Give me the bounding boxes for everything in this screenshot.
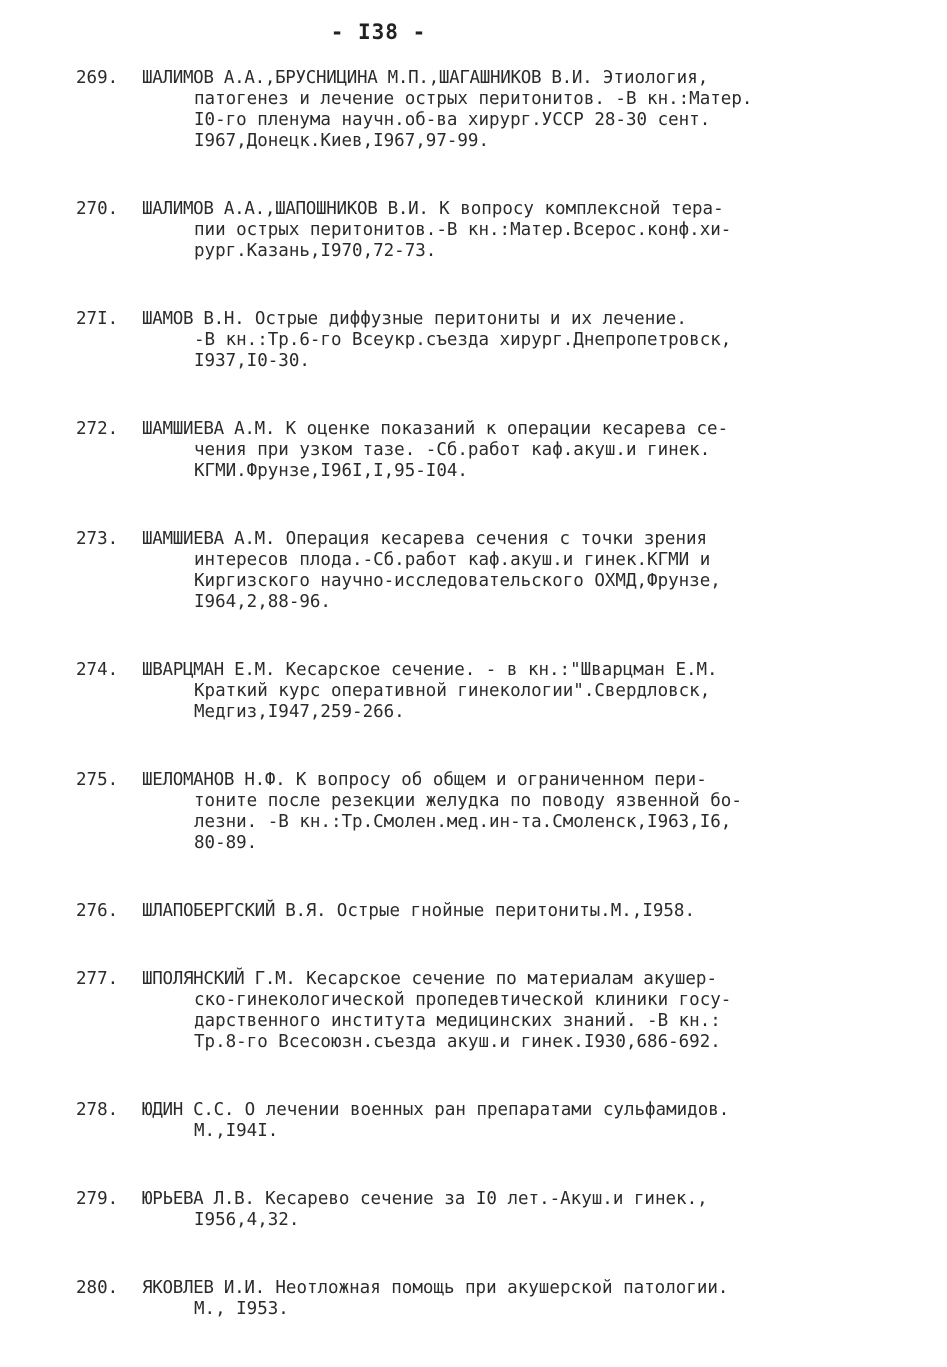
bibliography-entry <box>76 529 896 613</box>
entry-line: лезни. -В кн.:Тр.Смолен.мед.ин-та.Смоленск,I963,I6, <box>194 812 732 832</box>
entry-author: ШАМШИЕВА А.М. <box>142 529 276 549</box>
entry-number: 279. <box>76 1189 119 1209</box>
entry-line: I0-го пленума научн.об-ва хирург.УССР 28-30 сент. <box>194 110 711 130</box>
entry-line: Краткий курс оперативной гинекологии".Свердловск, <box>194 681 711 701</box>
bibliography-entry <box>76 199 896 262</box>
entry-line: Острые диффузные перитониты и их лечение. <box>244 309 687 329</box>
entry-author: ШАМШИЕВА А.М. <box>142 419 276 439</box>
entry-text <box>142 660 896 723</box>
entry-text <box>142 529 896 613</box>
bibliography-entry <box>76 969 896 1053</box>
entry-line: К оценке показаний к операции кесарева се- <box>275 419 729 439</box>
bibliography-entry <box>76 419 896 482</box>
entry-number: 27I. <box>76 309 119 329</box>
entry-number: 277. <box>76 969 119 989</box>
entry-number: 274. <box>76 660 119 680</box>
entry-line: пии острых перитонитов.-В кн.:Матер.Всерос.конф.хи- <box>194 220 732 240</box>
entry-line: Острые гнойные перитониты.М.,I958. <box>326 901 696 921</box>
entry-number: 278. <box>76 1100 119 1120</box>
entry-line: -В кн.:Тр.6-го Всеукр.съезда хирург.Днепропетровск, <box>194 330 732 350</box>
entry-text <box>142 1278 896 1320</box>
entry-author: ЮДИН С.С. <box>142 1100 235 1120</box>
entry-number: 272. <box>76 419 119 439</box>
entry-line: Тр.8-го Всесоюзн.съезда акуш.и гинек.I930,686-692. <box>194 1032 721 1052</box>
entry-number: 280. <box>76 1278 119 1298</box>
entry-line: Кесарское сечение. - в кн.:"Шварцман Е.М. <box>275 660 718 680</box>
entry-number: 270. <box>76 199 119 219</box>
entry-text <box>142 199 896 262</box>
entry-number: 273. <box>76 529 119 549</box>
entry-author: ШЕЛОМАНОВ Н.Ф. <box>142 770 286 790</box>
entry-line: К вопросу об общем и ограниченном пери- <box>285 770 707 790</box>
entry-line: патогенез и лечение острых перитонитов. -В кн.:Матер. <box>194 89 753 109</box>
bibliography-list <box>76 68 896 1367</box>
entry-line: 80-89. <box>194 833 258 853</box>
bibliography-entry <box>76 68 896 152</box>
entry-line: Медгиз,I947,259-266. <box>194 702 405 722</box>
bibliography-entry <box>76 901 896 922</box>
entry-line: М., I953. <box>194 1299 289 1319</box>
entry-line: О лечении военных ран препаратами сульфамидов. <box>234 1100 730 1120</box>
entry-author: ШАМОВ В.Н. <box>142 309 245 329</box>
entry-line: I964,2,88-96. <box>194 592 331 612</box>
bibliography-entry <box>76 1100 896 1142</box>
entry-number: 275. <box>76 770 119 790</box>
bibliography-entry <box>76 309 896 372</box>
entry-text <box>142 419 896 482</box>
entry-text <box>142 1189 896 1231</box>
bibliography-entry <box>76 660 896 723</box>
entry-line: Кесарское сечение по материалам акушер- <box>295 969 717 989</box>
entry-number: 276. <box>76 901 119 921</box>
entry-author: ШАЛИМОВ А.А.,ШАПОШНИКОВ В.И. <box>142 199 429 219</box>
page-number: - I38 - <box>330 20 427 44</box>
entry-number: 269. <box>76 68 119 88</box>
entry-line: КГМИ.Фрунзе,I96I,I,95-I04. <box>194 461 468 481</box>
entry-author: ЯКОВЛЕВ И.И. <box>142 1278 265 1298</box>
entry-line: рург.Казань,I970,72-73. <box>194 241 437 261</box>
bibliography-entry <box>76 1189 896 1231</box>
entry-line: Кесарево сечение за I0 лет.-Акуш.и гинек., <box>254 1189 708 1209</box>
entry-text <box>142 68 896 152</box>
entry-text <box>142 969 896 1053</box>
entry-line: Неотложная помощь при акушерской патологии. <box>264 1278 729 1298</box>
entry-author: ШПОЛЯНСКИЙ Г.М. <box>142 969 296 989</box>
entry-author: ЮРЬЕВА Л.В. <box>142 1189 255 1209</box>
entry-line: М.,I94I. <box>194 1121 279 1141</box>
entry-line: ско-гинекологической пропедевтической клиники госу- <box>194 990 732 1010</box>
entry-line: дарственного института медицинских знаний. -В кн.: <box>194 1011 721 1031</box>
entry-author: ШЛАПОБЕРГСКИЙ В.Я. <box>142 901 327 921</box>
entry-line: I937,I0-30. <box>194 351 310 371</box>
bibliography-entry <box>76 770 896 854</box>
entry-line: Операция кесарева сечения с точки зрения <box>275 529 708 549</box>
entry-line: чения при узком тазе. -Сб.работ каф.акуш.и гинек. <box>194 440 711 460</box>
entry-text <box>142 770 896 854</box>
entry-line: I967,Донецк.Киев,I967,97-99. <box>194 131 490 151</box>
entry-line: интересов плода.-Сб.работ каф.акуш.и гинек.КГМИ и <box>194 550 711 570</box>
entry-author: ШАЛИМОВ А.А.,БРУСНИЦИНА М.П.,ШАГАШНИКОВ В.И. <box>142 68 593 88</box>
entry-line: Киргизского научно-исследовательского ОХМД,Фрунзе, <box>194 571 721 591</box>
entry-line: Этиология, <box>592 68 709 88</box>
entry-line: К вопросу комплексной тера- <box>428 199 724 219</box>
entry-text <box>142 1100 896 1142</box>
bibliography-entry <box>76 1278 896 1320</box>
entry-text <box>142 309 896 372</box>
entry-text <box>142 901 896 922</box>
entry-line: тоните после резекции желудка по поводу язвенной бо- <box>194 791 742 811</box>
entry-author: ШВАРЦМАН Е.М. <box>142 660 276 680</box>
entry-line: I956,4,32. <box>194 1210 300 1230</box>
